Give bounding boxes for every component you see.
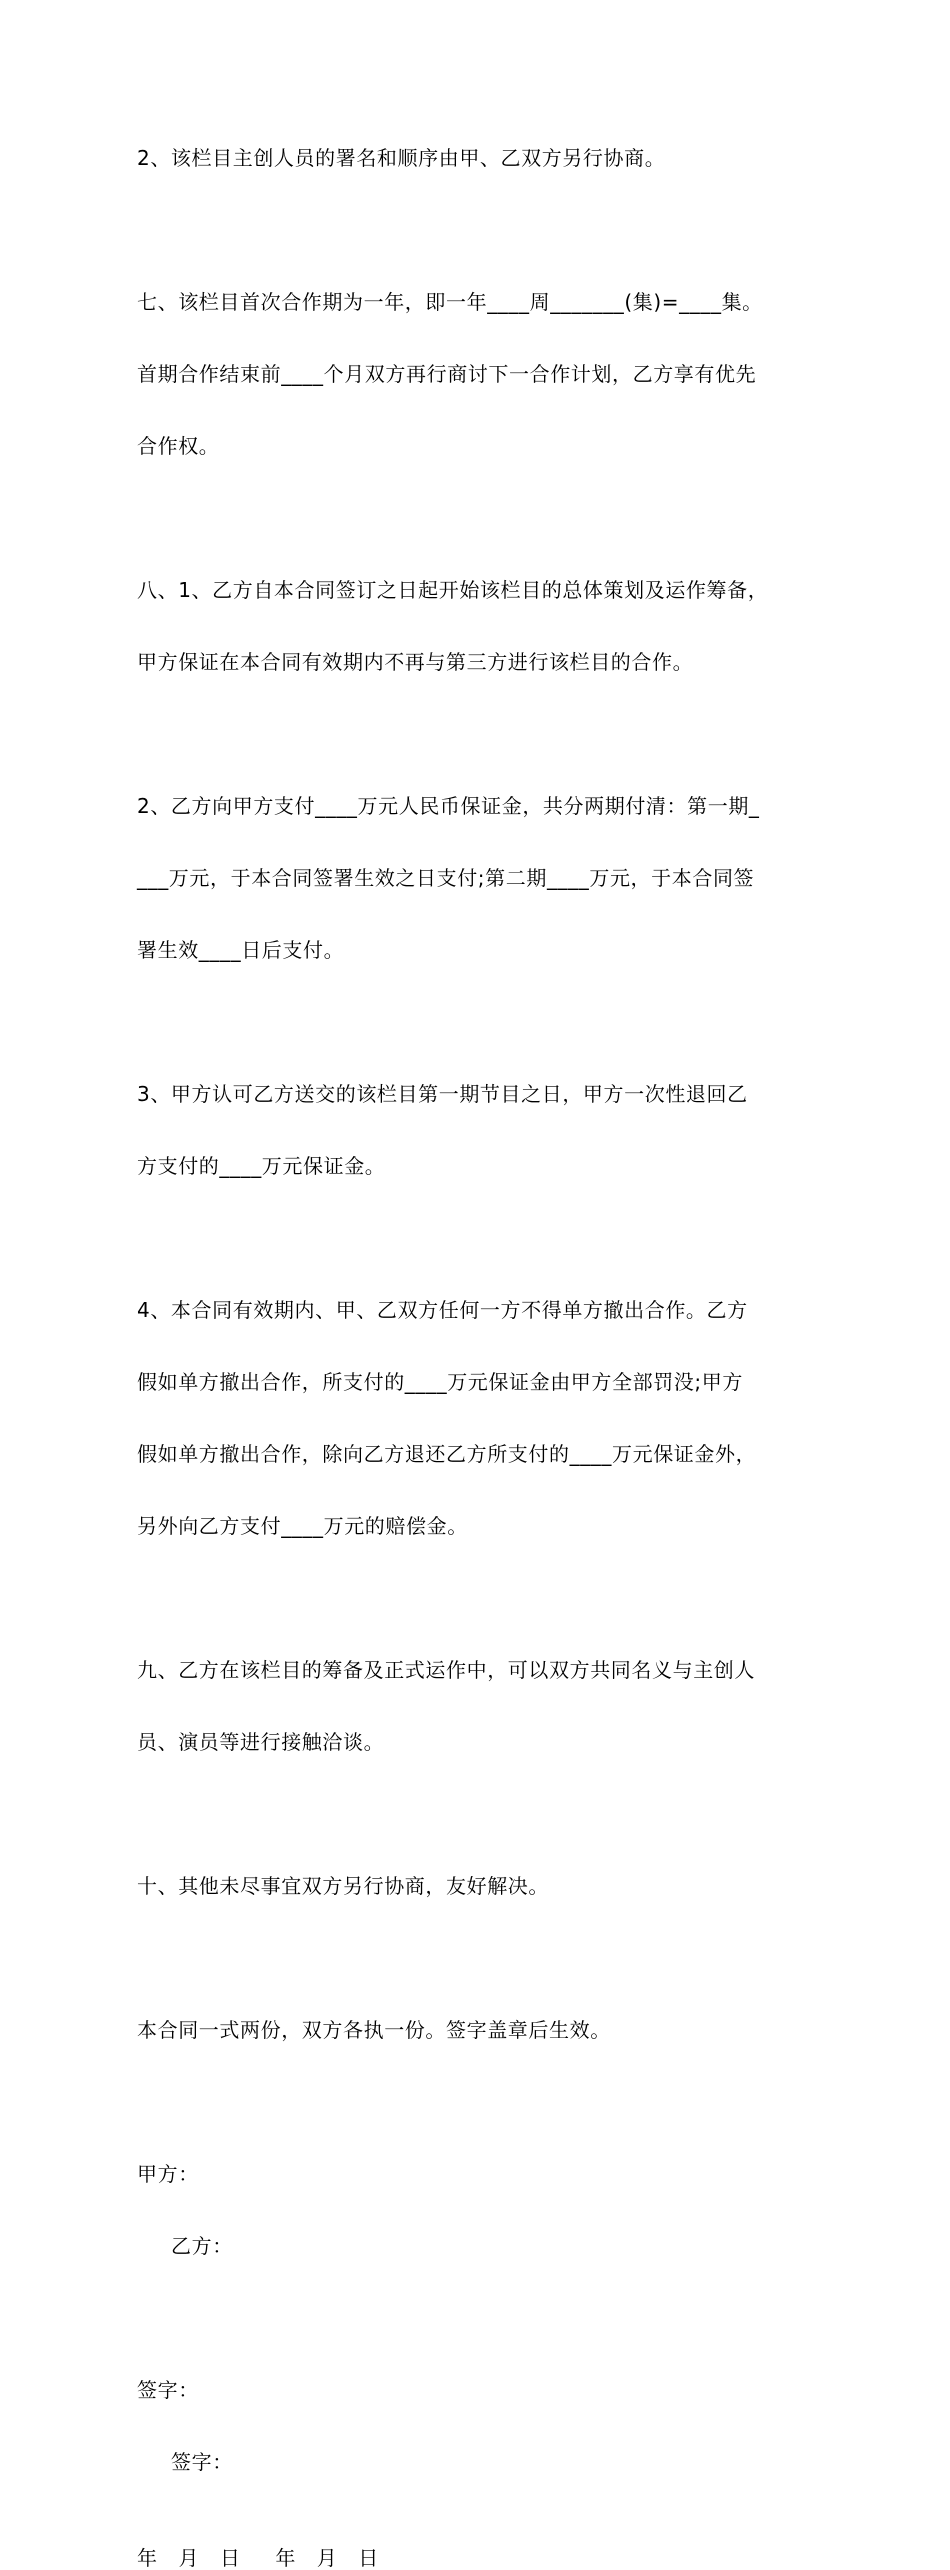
party-b-label: 乙方： bbox=[171, 2234, 233, 2258]
text-line: 2、该栏目主创人员的署名和顺序由甲、乙双方另行协商。 bbox=[137, 146, 666, 170]
paragraph-7-cooperation-period bbox=[137, 242, 837, 506]
date-line: 年 月 日 年 月 日 bbox=[137, 2546, 379, 2570]
paragraph-8-1-planning bbox=[137, 530, 837, 722]
paragraph-8-3-refund bbox=[137, 1034, 837, 1226]
text-line: 合作权。 bbox=[137, 434, 220, 458]
text-line: 4、本合同有效期内、甲、乙双方任何一方不得单方撤出合作。乙方 bbox=[137, 1298, 748, 1322]
signature-block bbox=[137, 2330, 837, 2522]
text-line: 另外向乙方支付____万元的赔偿金。 bbox=[137, 1514, 468, 1538]
paragraph-9-negotiation bbox=[137, 1610, 837, 1802]
text-line: 八、1、乙方自本合同签订之日起开始该栏目的总体策划及运作筹备， bbox=[137, 578, 769, 602]
text-line: 假如单方撤出合作，所支付的____万元保证金由甲方全部罚没;甲方 bbox=[137, 1370, 743, 1394]
text-line: 2、乙方向甲方支付____万元人民币保证金，共分两期付清：第一期_ bbox=[137, 794, 760, 818]
paragraph-8-2-deposit bbox=[137, 746, 837, 1010]
paragraph-copies bbox=[137, 1970, 837, 2090]
paragraph-8-4-withdrawal bbox=[137, 1250, 837, 1586]
text-line: 七、该栏目首次合作期为一年，即一年____周_______(集)=____集。 bbox=[137, 290, 763, 314]
document-body bbox=[137, 98, 837, 2570]
text-line: 九、乙方在该栏目的筹备及正式运作中，可以双方共同名义与主创人 bbox=[137, 1658, 755, 1682]
paragraph-2-credits bbox=[137, 98, 837, 218]
text-line: 首期合作结束前____个月双方再行商讨下一合作计划，乙方享有优先 bbox=[137, 362, 757, 386]
text-line: 署生效____日后支付。 bbox=[137, 938, 345, 962]
signature-a-label: 签字： bbox=[137, 2378, 199, 2402]
text-line: 十、其他未尽事宜双方另行协商，友好解决。 bbox=[137, 1874, 549, 1898]
text-line: 本合同一式两份，双方各执一份。签字盖章后生效。 bbox=[137, 2018, 611, 2042]
text-line: 员、演员等进行接触洽谈。 bbox=[137, 1730, 385, 1754]
text-line: ___万元，于本合同签署生效之日支付;第二期____万元，于本合同签 bbox=[137, 866, 755, 890]
party-a-label: 甲方： bbox=[137, 2162, 199, 2186]
text-line: 假如单方撤出合作，除向乙方退还乙方所支付的____万元保证金外， bbox=[137, 1442, 757, 1466]
text-line: 3、甲方认可乙方送交的该栏目第一期节目之日，甲方一次性退回乙 bbox=[137, 1082, 748, 1106]
signature-b-label: 签字： bbox=[171, 2450, 233, 2474]
text-line: 方支付的____万元保证金。 bbox=[137, 1154, 386, 1178]
party-block bbox=[137, 2114, 837, 2306]
text-line: 甲方保证在本合同有效期内不再与第三方进行该栏目的合作。 bbox=[137, 650, 694, 674]
paragraph-10-other-matters bbox=[137, 1826, 837, 1946]
